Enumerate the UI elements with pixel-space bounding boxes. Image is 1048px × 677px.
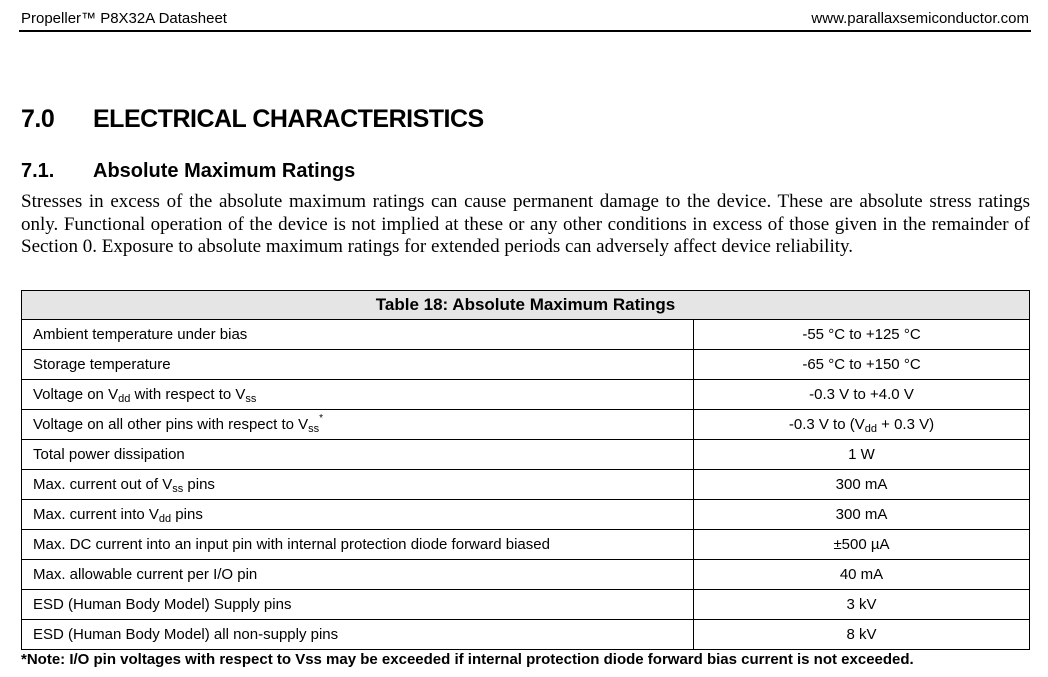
intro-paragraph: Stresses in excess of the absolute maximum ratings can cause permanent damage to the device. These are absolute stress ratings only. Functional operation of the device is not implied at these or any other conditions in excess of those given in the remainder of Section 0. Exposure to absolute maximum ratings for extended periods can adversely affect device reliability. (21, 191, 1030, 257)
value-text: + 0.3 V) (877, 416, 935, 433)
value-cell: 300 mA (694, 470, 1030, 500)
param-text: Max. current out of V (33, 476, 173, 493)
table-row (22, 380, 1030, 410)
param-subscript: dd (118, 393, 131, 405)
param-cell (22, 470, 694, 500)
table-row (22, 590, 1030, 620)
param-subscript: dd (158, 513, 172, 525)
param-text: Voltage on V (33, 386, 119, 403)
value-text: -0.3 V to (V (788, 416, 865, 433)
table-row (22, 350, 1030, 380)
param-text: pins (171, 506, 203, 523)
section-heading (21, 105, 484, 134)
value-cell: -55 °C to +125 °C (694, 320, 1030, 350)
page-header (19, 8, 1031, 32)
value-cell: -65 °C to +150 °C (694, 350, 1030, 380)
document-title: Propeller™ P8X32A Datasheet (21, 10, 227, 27)
param-subscript: ss (172, 483, 184, 495)
value-cell: 3 kV (694, 590, 1030, 620)
website-url: www.parallaxsemiconductor.com (811, 10, 1029, 27)
param-cell: Total power dissipation (22, 440, 694, 470)
param-cell: Max. DC current into an input pin with internal protection diode forward biased (22, 530, 694, 560)
param-subscript: ss (308, 423, 320, 435)
param-cell: ESD (Human Body Model) all non-supply pins (22, 620, 694, 650)
table-caption-row (22, 291, 1030, 320)
footnote-marker: * (319, 413, 324, 424)
value-subscript: dd (864, 423, 877, 435)
subsection-heading (21, 160, 355, 183)
param-cell: Max. allowable current per I/O pin (22, 560, 694, 590)
value-cell: 40 mA (694, 560, 1030, 590)
section-title: ELECTRICAL CHARACTERISTICS (93, 105, 484, 133)
param-cell: Storage temperature (22, 350, 694, 380)
table-caption: Table 18: Absolute Maximum Ratings (22, 291, 1030, 320)
param-text: with respect to V (130, 386, 246, 403)
table-row (22, 620, 1030, 650)
table-row (22, 470, 1030, 500)
value-cell: 8 kV (694, 620, 1030, 650)
param-text: Voltage on all other pins with respect to V (33, 416, 309, 433)
param-cell: ESD (Human Body Model) Supply pins (22, 590, 694, 620)
value-cell: -0.3 V to +4.0 V (694, 380, 1030, 410)
table-row (22, 320, 1030, 350)
param-cell: Ambient temperature under bias (22, 320, 694, 350)
value-cell: ±500 µA (694, 530, 1030, 560)
table-row (22, 500, 1030, 530)
param-cell (22, 380, 694, 410)
table-row (22, 410, 1030, 440)
value-cell (694, 410, 1030, 440)
table-row (22, 530, 1030, 560)
param-text: pins (183, 476, 215, 493)
table-row (22, 440, 1030, 470)
param-subscript: ss (245, 393, 257, 405)
table-footnote: *Note: I/O pin voltages with respect to Vss may be exceeded if internal protection diode forward bias current is not exceeded. (21, 651, 914, 668)
param-cell (22, 410, 694, 440)
table-row (22, 560, 1030, 590)
param-cell (22, 500, 694, 530)
subsection-title: Absolute Maximum Ratings (93, 160, 356, 182)
param-text: Max. current into V (33, 506, 159, 523)
subsection-number: 7.1. (21, 160, 55, 182)
value-cell: 1 W (694, 440, 1030, 470)
section-number: 7.0 (21, 105, 55, 133)
absolute-maximum-ratings-table (21, 290, 1030, 650)
value-cell: 300 mA (694, 500, 1030, 530)
